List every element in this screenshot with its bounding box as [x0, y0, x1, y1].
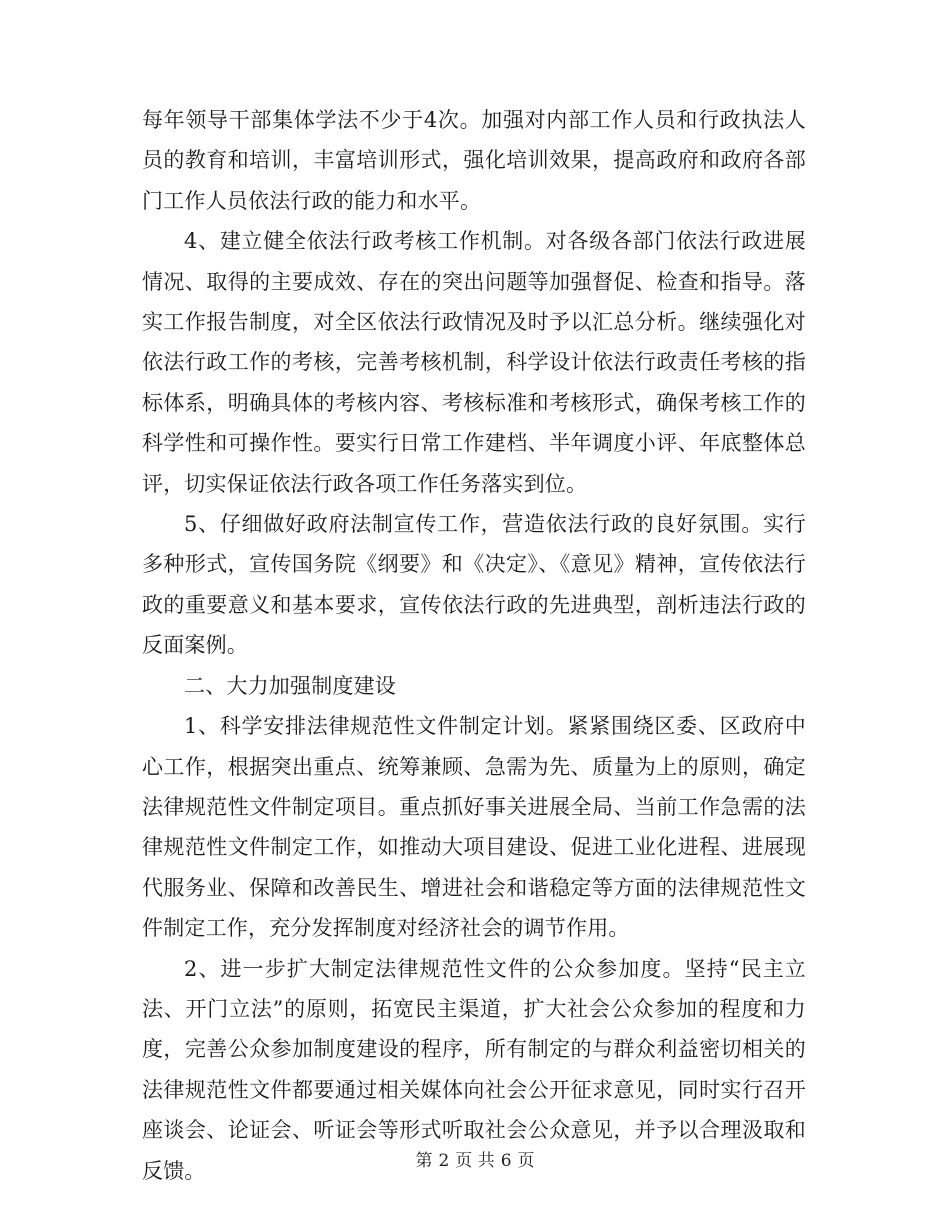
document-body — [142, 100, 806, 1191]
paragraph-5: 2、进一步扩大制定法律规范性文件的公众参加度。坚持“民主立法、开门立法”的原则，拓宽民主渠道，扩大社会公众参加的程度和力度，完善公众参加制度建设的程序，所有制定的与群众利益密切相关的法律规范性文件都要通过相关媒体向社会公开征求意见，同时实行召开座谈会、论证会、听证会等形式听取社会公众意见，并予以合理汲取和反馈。 — [142, 956, 806, 1183]
paragraph-4: 1、科学安排法律规范性文件制定计划。紧紧围绕区委、区政府中心工作，根据突出重点、统筹兼顾、急需为先、质量为上的原则，确定法律规范性文件制定项目。重点抓好事关进展全局、当前工作急需的法律规范性文件制定工作，如推动大项目建设、促进工业化进程、进展现代服务业、保障和改善民生、增进社会和谐稳定等方面的法律规范性文件制定工作，充分发挥制度对经济社会的调节作用。 — [142, 714, 806, 941]
footer-total-pages: 6 — [500, 1151, 512, 1171]
section-heading: 二、大力加强制度建设 — [184, 673, 396, 698]
footer-prefix: 第 — [415, 1151, 433, 1171]
paragraph-1: 每年领导干部集体学法不少于4次。加强对内部工作人员和行政执法人员的教育和培训，丰富培训形式，强化培训效果，提高政府和政府各部门工作人员依法行政的能力和水平。 — [142, 108, 806, 213]
footer-suffix: 页 — [517, 1151, 535, 1171]
footer-middle: 页 共 — [455, 1151, 495, 1171]
page-footer — [0, 1146, 950, 1171]
footer-page-number: 2 — [438, 1151, 450, 1171]
paragraph-2: 4、建立健全依法行政考核工作机制。对各级各部门依法行政进展情况、取得的主要成效、存在的突出问题等加强督促、检查和指导。落实工作报告制度，对全区依法行政情况及时予以汇总分析。继续强化对依法行政工作的考核，完善考核机制，科学设计依法行政责任考核的指标体系，明确具体的考核内容、考核标准和考核形式，确保考核工作的科学性和可操作性。要实行日常工作建档、半年调度小评、年底整体总评，切实保证依法行政各项工作任务落实到位。 — [142, 229, 806, 496]
paragraph-3: 5、仔细做好政府法制宣传工作，营造依法行政的良好氛围。实行多种形式，宣传国务院《纲要》和《决定》、《意见》精神，宣传依法行政的重要意义和基本要求，宣传依法行政的先进典型，剖析违法行政的反面案例。 — [142, 512, 806, 658]
